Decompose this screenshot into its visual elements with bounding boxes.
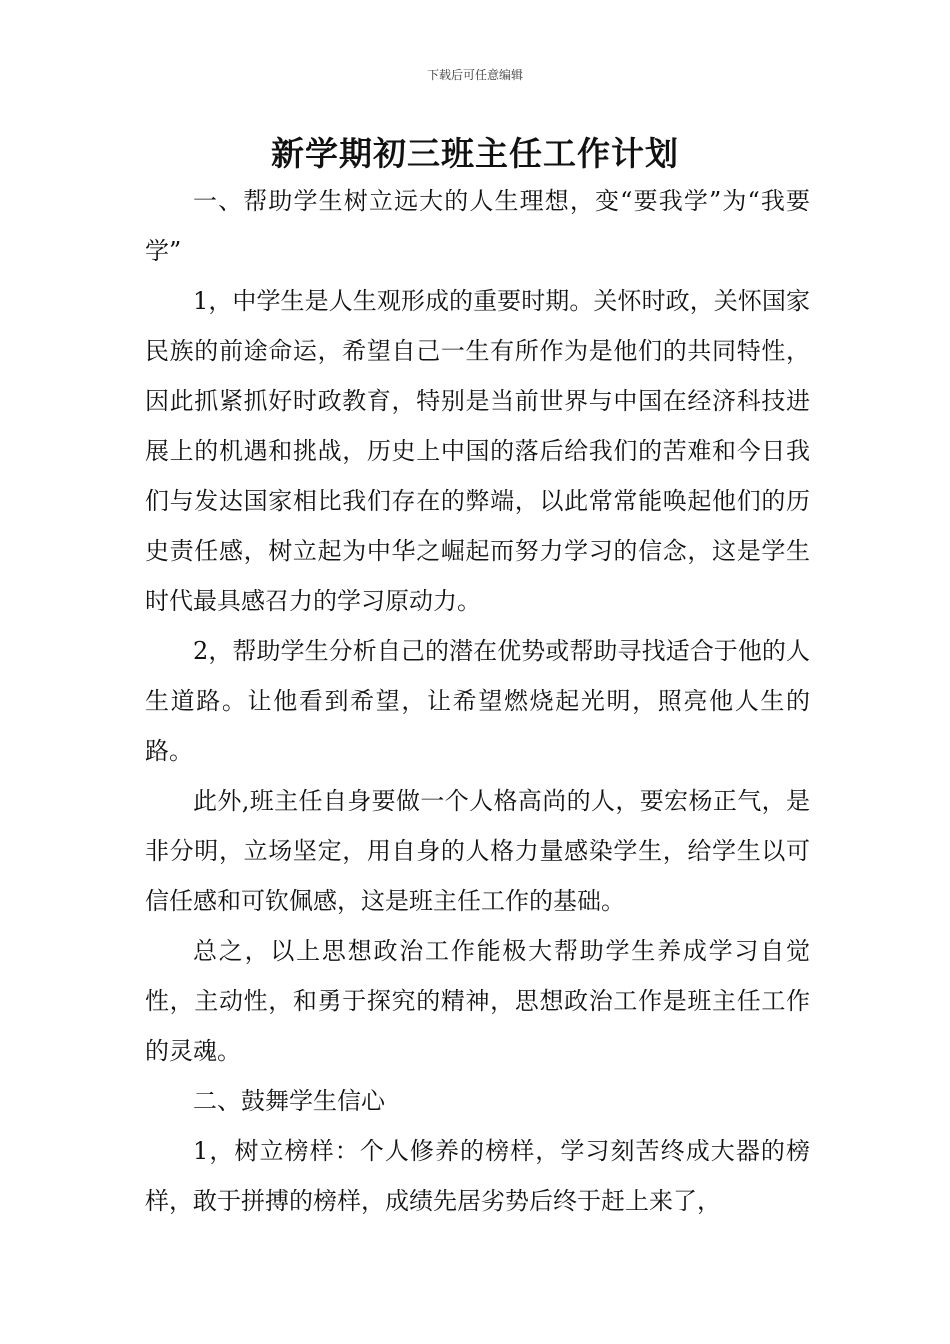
section-heading-2: 二、鼓舞学生信心 — [193, 1087, 385, 1115]
paragraph-1: 1，中学生是人生观形成的重要时期。关怀时政，关怀国家民族的前途命运，希望自己一生有所作为是他们的共同特性，因此抓紧抓好时政教育，特别是当前世界与中国在经济科技进展上的机遇和挑战，历史上中国的落后给我们的苦难和今日我们与发达国家相比我们存在的弊端，以此常常能唤起他们的历史责任感，树立起为中华之崛起而努力学习的信念，这是学生时代最具感召力的学习原动力。 — [145, 287, 810, 615]
section-heading-1: 一、帮助学生树立远大的人生理想，变“要我学”为“我要学” — [145, 187, 810, 265]
paragraph-4: 总之，以上思想政治工作能极大帮助学生养成学习自觉性，主动性，和勇于探究的精神，思想政治工作是班主任工作的灵魂。 — [145, 937, 810, 1065]
paragraph-3: 此外,班主任自身要做一个人格高尚的人，要宏杨正气，是非分明，立场坚定，用自身的人格力量感染学生，给学生以可信任感和可钦佩感，这是班主任工作的基础。 — [145, 787, 810, 915]
header-note: 下载后可任意编辑 — [426, 68, 523, 82]
document-body — [145, 176, 810, 1226]
paragraph-5: 1，树立榜样：个人修养的榜样，学习刻苦终成大器的榜样，敢于拼搏的榜样，成绩先居劣势后终于赶上来了， — [145, 1137, 810, 1215]
paragraph-2: 2，帮助学生分析自己的潜在优势或帮助寻找适合于他的人生道路。让他看到希望，让希望燃烧起光明，照亮他人生的路。 — [145, 637, 810, 765]
document-title: 新学期初三班主任工作计划 — [271, 134, 679, 173]
